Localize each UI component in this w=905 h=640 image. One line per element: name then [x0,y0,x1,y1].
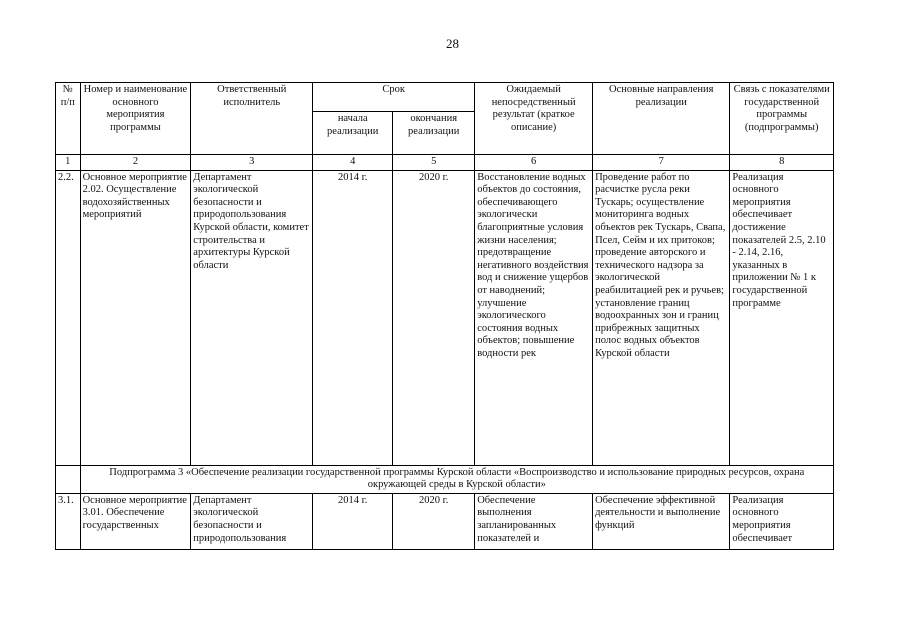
link-cell: Реализация основного мероприятия обеспечивает [730,493,834,549]
activity-cell: Основное мероприятие 2.02. Осуществление водохозяйственных мероприятий [80,170,191,465]
column-number: 6 [475,155,593,171]
result-cell: Восстановление водных объектов до состояния, обеспечивающего экологически благоприятные условия жизни населения; предотвращение негативного воздействия вод и снижение ущербов от наводнений; улучшение экологического состояния водных объектов; повышение водности рек [475,170,593,465]
column-number: 5 [393,155,475,171]
header-directions: Основные направления реализации [593,83,730,155]
column-number: 4 [313,155,393,171]
row-number: 3.1. [56,493,81,549]
result-cell: Обеспечение выполнения запланированных показателей и [475,493,593,549]
subprogram-title: Подпрограмма 3 «Обеспечение реализации государственной программы Курской области «Воспроизводство и использование природных ресурсов, охрана окружающей среды в Курской области» [80,465,833,493]
column-number: 2 [80,155,191,171]
row-number: 2.2. [56,170,81,465]
column-number: 1 [56,155,81,171]
header-result: Ожидаемый непосредственный результат (краткое описание) [475,83,593,155]
table-row [56,493,834,549]
header-term-start: начала реализации [313,112,393,155]
header-term: Срок [313,83,475,112]
header-activity: Номер и наименование основного мероприятия программы [80,83,191,155]
activity-cell: Основное мероприятие 3.01. Обеспечение государственных [80,493,191,549]
column-number: 3 [191,155,313,171]
link-cell: Реализация основного мероприятия обеспечивает достижение показателей 2.5, 2.10 - 2.14, 2.16, указанных в приложении № 1 к государственной программе [730,170,834,465]
subprogram-spacer [56,465,81,493]
table-row [56,170,834,465]
executor-cell: Департамент экологической безопасности и природопользования Курской области, комитет строительства и архитектуры Курской области [191,170,313,465]
directions-cell: Обеспечение эффективной деятельности и выполнение функций [593,493,730,549]
page-number: 28 [446,36,459,51]
column-number: 7 [593,155,730,171]
end-year-cell: 2020 г. [393,170,475,465]
end-year-cell: 2020 г. [393,493,475,549]
header-row [56,83,834,112]
header-no: № п/п [56,83,81,155]
directions-cell: Проведение работ по расчистке русла реки Тускарь; осуществление мониторинга водных объектов рек Тускарь, Свапа, Псел, Сейм и их притоков; проведение авторского и технического надзора за экологической реабилитацией рек и ручьев; установление границ водоохранных зон и границ прибрежных защитных полос водных объектов Курской области [593,170,730,465]
header-term-end: окончания реализации [393,112,475,155]
start-year-cell: 2014 г. [313,170,393,465]
header-link: Связь с показателями государственной программы (подпрограммы) [730,83,834,155]
header-executor: Ответственный исполнитель [191,83,313,155]
executor-cell: Департамент экологической безопасности и природопользования [191,493,313,549]
start-year-cell: 2014 г. [313,493,393,549]
subprogram-row [56,465,834,493]
column-number: 8 [730,155,834,171]
activities-table [55,82,834,550]
column-numbers-row [56,155,834,171]
